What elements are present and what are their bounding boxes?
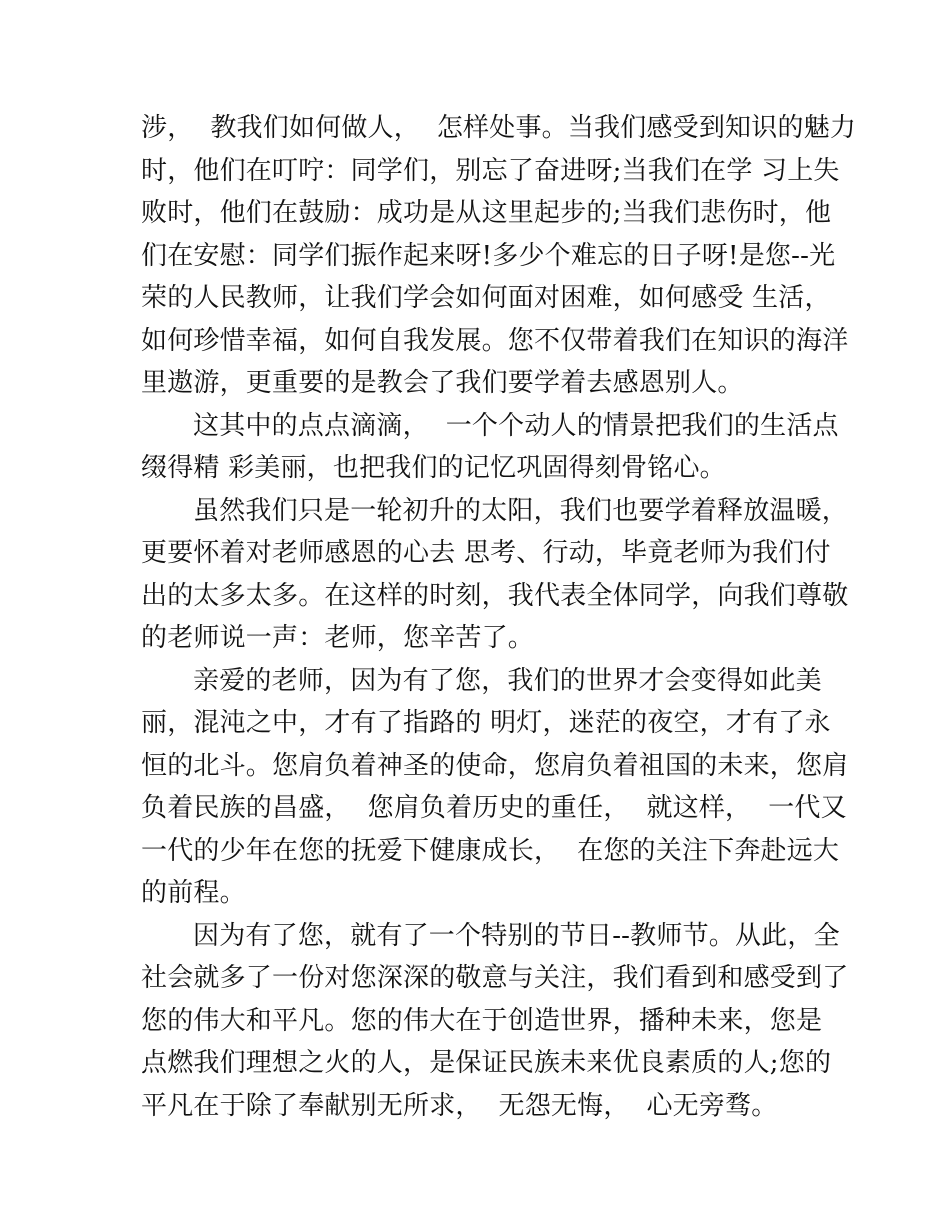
paragraph — [141, 490, 849, 660]
text-line: 的前程。 — [141, 878, 246, 908]
text-line: 平凡在于除了奉献别无所求， 无怨无悔， 心无旁骛。 — [141, 1090, 778, 1121]
text-line: 亲爱的老师，因为有了您，我们的世界才会变得如此美 — [193, 665, 822, 696]
text-line: 负着民族的昌盛， 您肩负着历史的重任， 就这样， 一代又 — [141, 793, 847, 823]
text-line: 的老师说一声：老师，您辛苦了。 — [141, 623, 535, 653]
text-line: 丽，混沌之中，才有了指路的 明灯，迷茫的夜空，才有了永 — [141, 708, 831, 738]
text-line: 一代的少年在您的抚爱下健康成长， 在您的关注下奔赴远大 — [141, 835, 840, 866]
text-line: 出的太多太多。在这样的时刻，我代表全体同学，向我们尊敬 — [141, 580, 849, 611]
text-line: 时，他们在叮咛：同学们，别忘了奋进呀;当我们在学 习上失 — [141, 155, 840, 186]
text-line: 们在安慰：同学们振作起来呀!多少个难忘的日子呀!是您--光 — [141, 240, 836, 271]
text-line: 里遨游，更重要的是教会了我们要学着去感恩别人。 — [141, 368, 744, 398]
text-line: 虽然我们只是一轮初升的太阳，我们也要学着释放温暖， — [193, 495, 849, 526]
paragraph — [141, 915, 849, 1128]
text-line: 涉， 教我们如何做人， 怎样处事。当我们感受到知识的魅力 — [141, 113, 857, 143]
text-line: 如何珍惜幸福，如何自我发展。您不仅带着我们在知识的海洋 — [141, 325, 849, 356]
paragraph — [141, 107, 857, 405]
text-line: 恒的北斗。您肩负着神圣的使命，您肩负着祖国的未来，您肩 — [141, 750, 849, 781]
paragraph — [141, 660, 849, 915]
text-line: 缀得精 彩美丽，也把我们的记忆巩固得刻骨铭心。 — [141, 453, 726, 483]
text-line: 更要怀着对老师感恩的心去 思考、行动，毕竟老师为我们付 — [141, 538, 831, 568]
paragraph — [141, 405, 839, 490]
document-body — [141, 107, 857, 1127]
text-line: 败时，他们在鼓励：成功是从这里起步的;当我们悲伤时，他 — [141, 198, 832, 228]
text-line: 荣的人民教师，让我们学会如何面对困难，如何感受 生活， — [141, 283, 831, 313]
text-line: 您的伟大和平凡。您的伟大在于创造世界，播种未来，您是 — [141, 1005, 823, 1036]
text-line: 社会就多了一份对您深深的敬意与关注，我们看到和感受到了 — [141, 963, 849, 993]
text-line: 这其中的点点滴滴， 一个个动人的情景把我们的生活点 — [193, 410, 839, 441]
text-line: 因为有了您，就有了一个特别的节日--教师节。从此，全 — [193, 920, 840, 951]
text-line: 点燃我们理想之火的人，是保证民族未来优良素质的人;您的 — [141, 1048, 832, 1078]
